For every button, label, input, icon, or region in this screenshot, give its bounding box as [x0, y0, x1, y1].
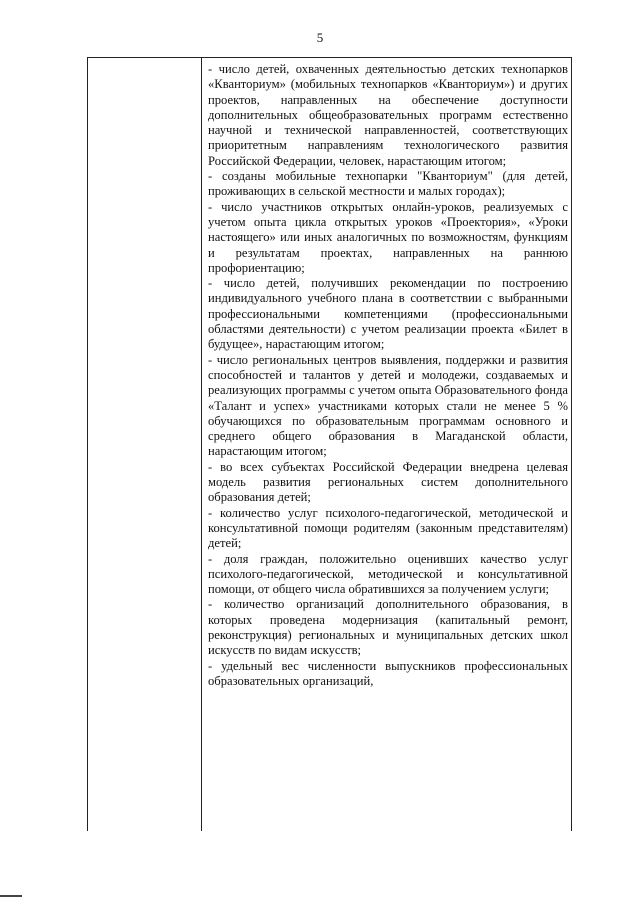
indicators-table [87, 57, 572, 831]
list-item: - число региональных центров выявления, поддержки и развития способностей и талантов у детей и молодежи, создаваемых и реализующих программы с учетом опыта Образовательного фонда «Талант и успех» участниками которых стали не менее 5 % обучающихся по образовательным программам основного и среднего общего образования в Магаданской области, нарастающим итогом; [208, 352, 568, 459]
list-item: - созданы мобильные технопарки "Кванториум" (для детей, проживающих в сельской местности и малых городах); [208, 169, 568, 199]
list-item: - удельный вес численности выпускников профессиональных образовательных организаций, [208, 658, 568, 688]
scan-edge-mark [0, 895, 22, 897]
list-item: - во всех субъектах Российской Федерации внедрена целевая модель развития региональных систем дополнительного образования детей; [208, 459, 568, 505]
list-item: - число детей, получивших рекомендации по построению индивидуального учебного плана в соответствии с выбранными профессиональными компетенциями (профессиональными областями деятельности) с учетом реализации проекта «Билет в будущее», нарастающим итогом; [208, 276, 568, 352]
table-right-column [202, 58, 571, 689]
list-item: - доля граждан, положительно оценивших качество услуг психолого-педагогической, методической и консультативной помощи, от общего числа обратившихся за получением услуги; [208, 551, 568, 597]
list-item: - число детей, охваченных деятельностью детских технопарков «Кванториум» (мобильных технопарков «Кванториум») и других проектов, направленных на обеспечение доступности дополнительных общеобразовательных программ естественно научной и технической направленностей, соответствующих приоритетным направлениям технологического развития Российской Федерации, человек, нарастающим итогом; [208, 62, 568, 168]
list-item: - количество услуг психолого-педагогической, методической и консультативной помощи родителям (законным представителям) детей; [208, 505, 568, 551]
table-left-column [88, 58, 202, 831]
page-number: 5 [316, 30, 324, 45]
list-item: - число участников открытых онлайн-уроков, реализуемых с учетом опыта цикла открытых уроков «Проектория», «Уроки настоящего» или иных аналогичных по возможностям, функциям и результатам проектах, направленных на раннюю профориентацию; [208, 199, 568, 275]
list-item: - количество организаций дополнительного образования, в которых проведена модернизация (капитальный ремонт, реконструкция) региональных и муниципальных детских школ искусств по видам искусств; [208, 597, 568, 658]
